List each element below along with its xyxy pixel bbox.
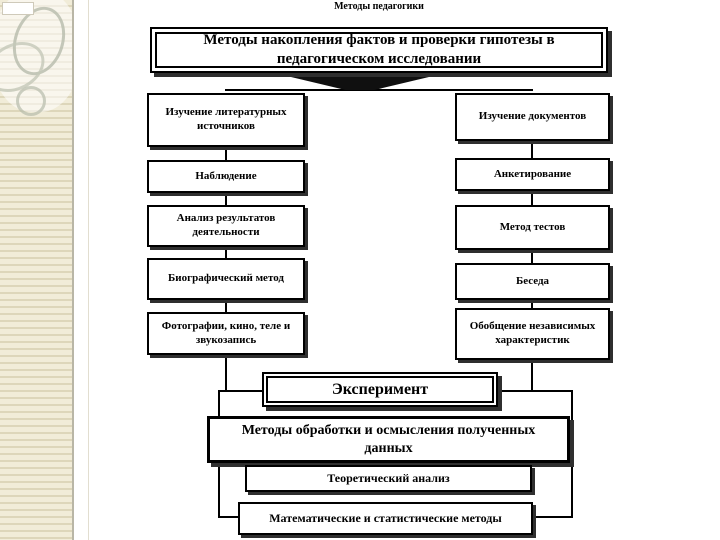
flow-box-independent-characteristics: Обобщение независимых характеристик — [455, 308, 610, 360]
connector-line — [531, 250, 533, 263]
flow-box-questionnaire: Анкетирование — [455, 158, 610, 191]
flow-box-math-statistical-methods: Математические и статистические методы — [238, 502, 533, 535]
flow-box-experiment: Эксперимент — [262, 372, 498, 407]
slide-title: Методы педагогики — [334, 1, 424, 12]
funnel-connector — [270, 72, 450, 90]
flow-box-documents: Изучение документов — [455, 93, 610, 141]
flow-box-literary-sources: Изучение литературных источников — [147, 93, 305, 147]
vertical-divider — [72, 0, 74, 540]
corner-tab — [2, 2, 34, 15]
flow-box-photo-audio: Фотографии, кино, теле и звукозапись — [147, 312, 305, 355]
connector-line — [225, 147, 227, 160]
connector-line — [531, 300, 533, 308]
flow-box-observation: Наблюдение — [147, 160, 305, 193]
connector-line — [531, 360, 533, 392]
header-box — [150, 27, 608, 73]
header-text: Методы накопления фактов и проверки гипотезы в педагогическом исследовании — [203, 32, 555, 67]
flow-box-activity-results: Анализ результатов деятельности — [147, 205, 305, 247]
header-box-inner — [155, 32, 603, 68]
leaf-icon — [16, 86, 46, 116]
connector-line — [531, 191, 533, 205]
connector-line — [225, 193, 227, 205]
connector-line — [225, 247, 227, 258]
vertical-divider — [88, 0, 89, 540]
flow-box-theoretical-analysis: Теоретический анализ — [245, 465, 532, 492]
connector-line — [225, 300, 227, 312]
flow-box-biographical-method: Биографический метод — [147, 258, 305, 300]
connector-line — [225, 89, 533, 91]
connector-line — [531, 141, 533, 158]
connector-line — [225, 355, 227, 392]
flow-box-processing-methods: Методы обработки и осмысления полученных данных — [207, 416, 570, 463]
flow-box-conversation: Беседа — [455, 263, 610, 300]
flow-box-tests: Метод тестов — [455, 205, 610, 250]
